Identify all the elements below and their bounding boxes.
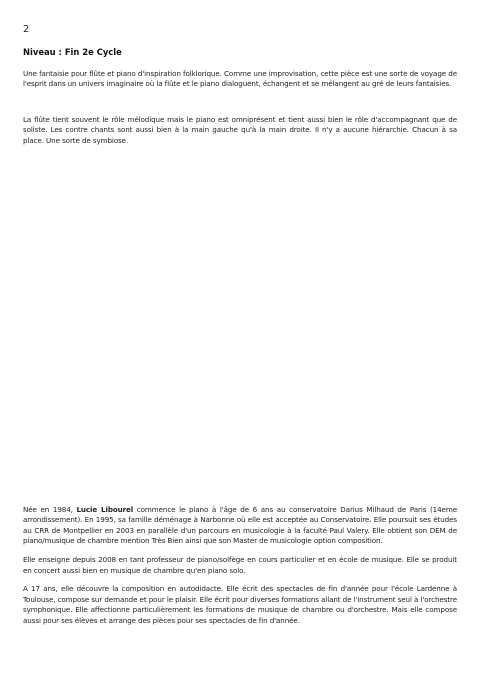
bio-intro-text: Née en 1984,: [23, 505, 77, 514]
level-heading: Niveau : Fin 2e Cycle: [23, 47, 122, 57]
intro-paragraph-2: [23, 115, 457, 146]
bio-paragraph-3: A 17 ans, elle découvre la composition en autodidacte. Elle écrit des spectacles de fin d'année pour l'école Lardenne à Toulouse, compose sur demande et pour le plaisir. Elle écrit pour diverses formations allant de l'instrument seul à l'orchestre symphonique. Elle affectionne particulièrement les formations de musique de chambre ou d'orchestre. Mais elle compose aussi pour ses élèves et arrange des pièces pour ses spectacles de fin d'année.: [23, 584, 457, 625]
bio-paragraph-1: [23, 505, 457, 547]
page-number: 2: [23, 24, 30, 35]
biography-section: [23, 505, 457, 635]
composer-name: Lucie Libourel: [76, 505, 134, 514]
intro-text-2: La flûte tient souvent le rôle mélodique mais le piano est omniprésent et tient aussi bien le rôle d'accompagnant que de soliste. Les contre chants sont aussi bien à la main gauche qu'à la main droite. Il n'y a aucune hiérarchie. Chacun à sa place. Une sorte de symbiose.: [23, 115, 457, 145]
bio-paragraph-2: Elle enseigne depuis 2008 en tant professeur de piano/solfège en cours particulier et en école de musique. Elle se produit en concert aussi bien en musique de chambre qu'en piano solo.: [23, 555, 457, 575]
intro-paragraph-1: [23, 69, 457, 90]
bio-body-text: commence le piano à l'âge de 6 ans au conservatoire Darius Milhaud de Paris (14eme arrondissement). En 1995, sa famille déménage à Narbonne où elle est acceptée au Conservatoire. Elle poursuit ses études au CRR de Montpellier en 2003 en parallèle d'un parcours en musicologie à la faculté Paul Valery. Elle obtient son DEM de piano/musique de chambre mention Très Bien ainsi que son Master de musicologie option composition.: [23, 505, 458, 546]
intro-text-1: Une fantaisie pour flûte et piano d'inspiration folklorique. Comme une improvisation, cette pièce est une sorte de voyage de l'esprit dans un univers imaginaire où la flûte et le piano dialoguent, échangent et se mélangent au gré de leurs fantaisies.: [23, 69, 457, 89]
